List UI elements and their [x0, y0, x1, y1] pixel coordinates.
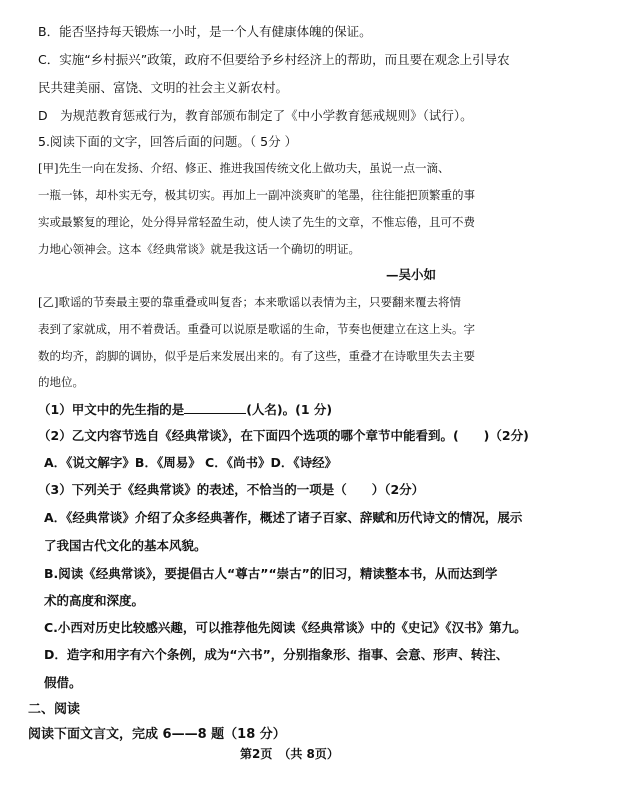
- passage-jia-line-1: [甲]先生一向在发扬、介绍、修正、推进我国传统文化上做功夫，虽说一点一滴、: [38, 161, 450, 175]
- passage-jia-line-2: 一瓶一钵，却朴实无夸，极其切实。再加上一副冲淡爽旷的笔墨，往往能把顶繁重的事: [38, 188, 475, 202]
- passage-yi-line-4: 的地位。: [38, 375, 84, 389]
- answer-d-line-1: D．造字和用字有六个条例，成为“六书”，分别指象形、指事、会意、形声、转注、: [44, 647, 509, 662]
- answer-c-line: C.小西对历史比较感兴趣，可以推荐他先阅读《经典常谈》中的《史记》《汉书》第九。: [44, 620, 527, 635]
- page-footer: 第2页 （共 8页）: [240, 747, 339, 761]
- answer-blank[interactable]: [184, 401, 246, 414]
- answer-a-line-1: A．《经典常谈》介绍了众多经典著作，概述了诸子百家、辞赋和历代诗文的情况，展示: [44, 510, 523, 525]
- subquestion-2-options: A．《说文解字》B．《周易》 C．《尚书》D．《诗经》: [44, 455, 338, 470]
- option-b-line: B．能否坚持每天锻炼一小时，是一个人有健康体魄的保证。: [38, 24, 372, 39]
- subquestion-1: [38, 401, 332, 418]
- subquestion-2: （2）乙文内容节选自《经典常谈》，在下面四个选项的哪个章节中能看到。( )（2分): [38, 428, 529, 443]
- passage-yi-line-2: 表到了家就成，用不着费话。重叠可以说原是歌谣的生命，节奏也便建立在这上头。字: [38, 322, 475, 336]
- answer-b-line-1: B.阅读《经典常谈》，要提倡古人“尊古”“崇古”的旧习，精读整本书，从而达到学: [44, 566, 498, 581]
- answer-b-line-2: 术的高度和深度。: [44, 593, 145, 608]
- option-c-line-1: C．实施“乡村振兴”政策，政府不但要给予乡村经济上的帮助，而且要在观念上引导农: [38, 52, 510, 67]
- passage-jia-line-3: 实或最繁复的理论，处分得异常轻盈生动，使人读了先生的文章，不惟忘倦，且可不费: [38, 215, 475, 229]
- subquestion-1-suffix: (人名)。(1 分): [246, 402, 333, 417]
- answer-d-line-2: 假借。: [44, 675, 82, 690]
- passage-yi-line-3: 数的均齐，韵脚的调协，似乎是后来发展出来的。有了这些，重叠才在诗歌里失去主要: [38, 349, 475, 363]
- subquestion-3: （3）下列关于《经典常谈》的表述，不恰当的一项是（ ）（2分）: [38, 482, 425, 497]
- section-heading: 二、阅读: [28, 702, 81, 717]
- answer-a-line-2: 了我国古代文化的基本风貌。: [44, 538, 207, 553]
- subquestion-1-prefix: （1）甲文中的先生指的是: [38, 402, 185, 417]
- passage-jia-line-4: 力地心领神会。这本《经典常谈》就是我这话一个确切的明证。: [38, 242, 360, 256]
- question-5-prompt: 5.阅读下面的文字，回答后面的问题。（ 5分 ）: [38, 134, 298, 149]
- passage-author: —吴小如: [386, 267, 437, 282]
- reading-instruction: 阅读下面文言文，完成 6——8 题（18 分）: [28, 727, 286, 742]
- option-d-line: D 为规范教育惩戒行为，教育部颁布制定了《中小学教育惩戒规则》（试行）。: [38, 108, 473, 123]
- option-c-line-2: 民共建美丽、富饶、文明的社会主义新农村。: [38, 80, 289, 95]
- passage-yi-line-1: [乙]歌谣的节奏最主要的靠重叠或叫复沓；本来歌谣以表情为主，只要翻来覆去将情: [38, 295, 461, 309]
